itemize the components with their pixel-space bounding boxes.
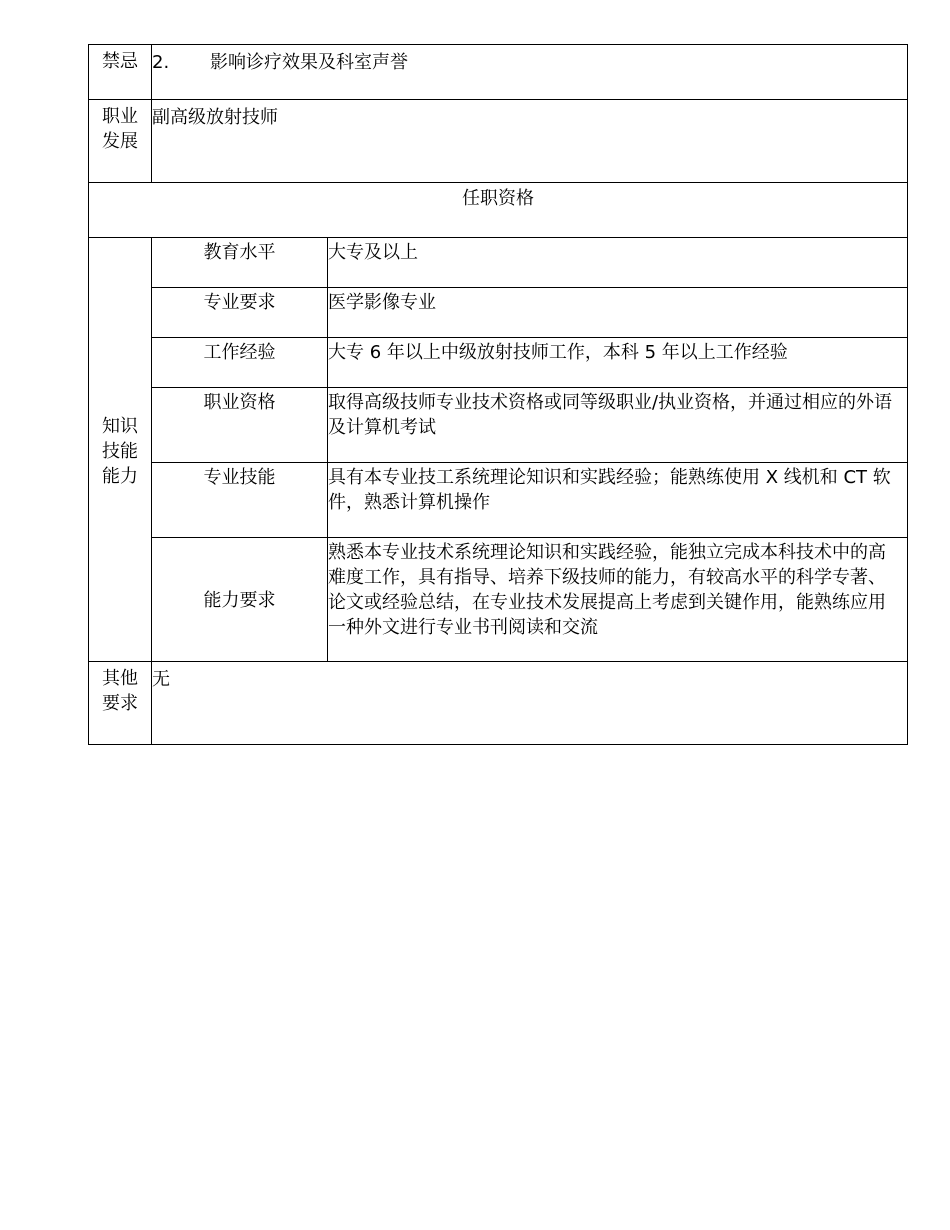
knowledge-row [89,463,908,538]
knowledge-row-label: 教育水平 [152,238,328,288]
qualification-section-title: 任职资格 [89,183,908,238]
job-description-table [88,44,908,745]
knowledge-row [89,288,908,338]
taboo-content [152,45,908,100]
knowledge-label-line: 能力 [102,466,138,487]
knowledge-row-label: 职业资格 [152,388,328,463]
career-label-line: 发展 [102,131,138,152]
other-label-line: 其他 [102,668,138,689]
career-value: 副高级放射技师 [152,100,908,183]
knowledge-row-value: 大专及以上 [328,238,908,288]
other-row [89,662,908,745]
knowledge-row-value: 大专 6 年以上中级放射技师工作，本科 5 年以上工作经验 [328,338,908,388]
taboo-item-number: 2. [152,52,170,73]
knowledge-row [89,238,908,288]
career-row [89,100,908,183]
taboo-item-text: 影响诊疗效果及科室声誉 [210,52,408,73]
knowledge-row-label: 工作经验 [152,338,328,388]
knowledge-row-label: 能力要求 [152,538,328,662]
knowledge-row-label: 专业技能 [152,463,328,538]
other-label [89,662,152,745]
knowledge-label [89,238,152,662]
knowledge-row-value: 取得高级技师专业技术资格或同等级职业/执业资格，并通过相应的外语及计算机考试 [328,388,908,463]
knowledge-label-line: 技能 [102,441,138,462]
knowledge-row-value: 熟悉本专业技术系统理论知识和实践经验，能独立完成本科技术中的高难度工作，具有指导、培养下级技师的能力，有较高水平的科学专著、论文或经验总结，在专业技术发展提高上考虑到关键作用，能熟练应用一种外文进行专业书刊阅读和交流 [328,538,908,662]
career-label-line: 职业 [102,106,138,127]
knowledge-row [89,388,908,463]
other-value: 无 [152,662,908,745]
knowledge-label-line: 知识 [102,416,138,437]
taboo-label [89,45,152,100]
knowledge-row [89,338,908,388]
other-label-line: 要求 [102,693,138,714]
knowledge-row [89,538,908,662]
taboo-label-line: 禁忌 [102,51,138,72]
career-label [89,100,152,183]
knowledge-row-value: 具有本专业技工系统理论知识和实践经验；能熟练使用 X 线机和 CT 软件，熟悉计算机操作 [328,463,908,538]
taboo-row [89,45,908,100]
knowledge-row-label: 专业要求 [152,288,328,338]
qualification-section-row [89,183,908,238]
knowledge-row-value: 医学影像专业 [328,288,908,338]
